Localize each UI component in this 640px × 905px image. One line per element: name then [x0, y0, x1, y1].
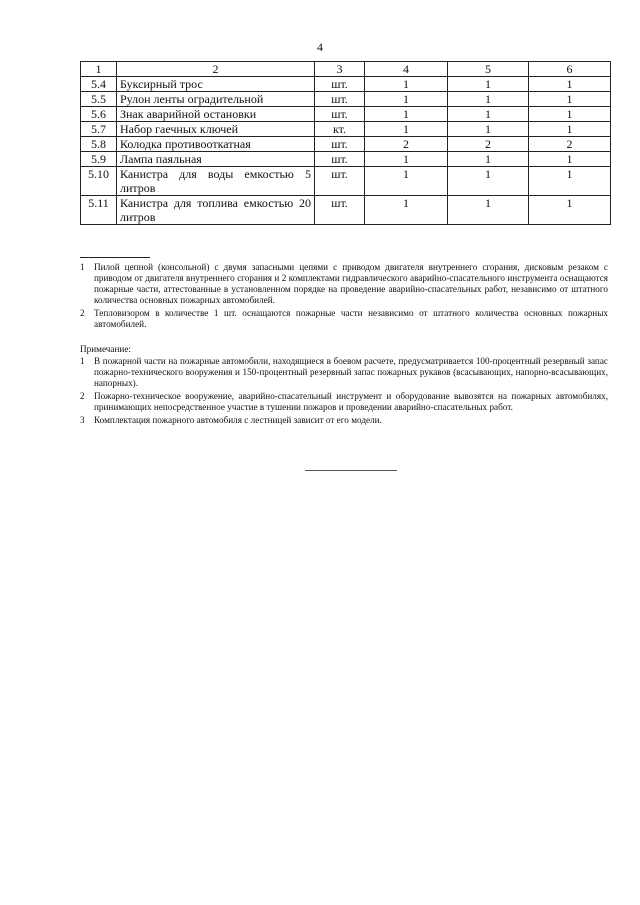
page-number: 4: [317, 40, 323, 54]
note: [80, 356, 608, 389]
value-col5: 1: [448, 152, 529, 167]
item-unit: шт.: [315, 137, 365, 152]
value-col6: 1: [529, 77, 611, 92]
item-name: Набор гаечных ключей: [117, 122, 315, 137]
note-text: Пожарно-техническое вооружение, аварийно-спасательный инструмент и оборудование вывозятся на пожарных автомобилях, принимающих непосредственное участие в тушении пожаров и проведении аварийно-спасательных работ.: [94, 391, 608, 412]
item-name: Знак аварийной остановки: [117, 107, 315, 122]
note: [80, 415, 608, 426]
footnote-text: Тепловизором в количестве 1 шт. оснащаются пожарные части независимо от штатного количества основных пожарных автомобилей.: [94, 308, 608, 329]
value-col5: 1: [448, 77, 529, 92]
column-header: 3: [315, 62, 365, 77]
table-header-row: [81, 62, 611, 77]
note-text: Комплектация пожарного автомобиля с лестницей зависит от его модели.: [94, 415, 382, 425]
equipment-table: [80, 61, 611, 225]
value-col4: 1: [365, 167, 448, 196]
row-number: 5.7: [81, 122, 117, 137]
item-name: Рулон ленты оградительной: [117, 92, 315, 107]
value-col6: 1: [529, 122, 611, 137]
footnote-number: 2: [80, 308, 85, 318]
column-header: 2: [117, 62, 315, 77]
footnote-number: 1: [80, 262, 85, 272]
item-name: Буксирный трос: [117, 77, 315, 92]
row-number: 5.6: [81, 107, 117, 122]
item-unit: шт.: [315, 152, 365, 167]
value-col5: 1: [448, 122, 529, 137]
table-row: [81, 152, 611, 167]
table-row: [81, 122, 611, 137]
table-row: [81, 167, 611, 196]
item-unit: кт.: [315, 122, 365, 137]
footnote-separator: [80, 257, 150, 258]
table-row: [81, 196, 611, 225]
column-header: 4: [365, 62, 448, 77]
column-header: 6: [529, 62, 611, 77]
item-unit: шт.: [315, 77, 365, 92]
value-col4: 1: [365, 122, 448, 137]
end-separator: [305, 470, 397, 471]
item-unit: шт.: [315, 167, 365, 196]
row-number: 5.10: [81, 167, 117, 196]
table-row: [81, 77, 611, 92]
value-col4: 2: [365, 137, 448, 152]
note: [80, 391, 608, 413]
value-col4: 1: [365, 107, 448, 122]
note-text: В пожарной части на пожарные автомобили, находящиеся в боевом расчете, предусматривается 100-процентный резервный запас пожарно-технического вооружения и 150-процентный резервный запас пожарных рукавов (всасывающих, напорно-всасывающих, напорных).: [94, 356, 608, 388]
table-row: [81, 107, 611, 122]
value-col5: 2: [448, 137, 529, 152]
value-col6: 2: [529, 137, 611, 152]
table-row: [81, 92, 611, 107]
row-number: 5.4: [81, 77, 117, 92]
footnote: [80, 262, 608, 306]
note-number: 1: [80, 356, 85, 366]
item-name: Лампа паяльная: [117, 152, 315, 167]
note-number: 2: [80, 391, 85, 401]
footnotes-section: [80, 262, 608, 428]
column-header: 5: [448, 62, 529, 77]
value-col5: 1: [448, 167, 529, 196]
value-col4: 1: [365, 92, 448, 107]
value-col5: 1: [448, 107, 529, 122]
column-header: 1: [81, 62, 117, 77]
row-number: 5.9: [81, 152, 117, 167]
row-number: 5.5: [81, 92, 117, 107]
footnote-text: Пилой цепной (консольной) с двумя запасными цепями с приводом двигателя внутреннего сгорания, дисковым резаком с приводом от двигателя внутреннего сгорания и 2 комплектами гидравлического аварийно-спасательного инструмента оснащаются пожарные части, аттестованные в установленном порядке на проведение аварийно-спасательных работ, независимо от штатного количества основных пожарных автомобилей.: [94, 262, 608, 305]
note-number: 3: [80, 415, 85, 425]
item-unit: шт.: [315, 92, 365, 107]
item-unit: шт.: [315, 196, 365, 225]
footnote: [80, 308, 608, 330]
value-col6: 1: [529, 152, 611, 167]
value-col6: 1: [529, 167, 611, 196]
value-col4: 1: [365, 77, 448, 92]
item-unit: шт.: [315, 107, 365, 122]
table-row: [81, 137, 611, 152]
item-name: Колодка противооткатная: [117, 137, 315, 152]
value-col5: 1: [448, 196, 529, 225]
value-col6: 1: [529, 92, 611, 107]
item-name: Канистра для топлива емкостью 20 литров: [117, 196, 315, 225]
notes-title: Примечание:: [80, 344, 131, 354]
value-col4: 1: [365, 196, 448, 225]
value-col5: 1: [448, 92, 529, 107]
value-col6: 1: [529, 196, 611, 225]
item-name: Канистра для воды емкостью 5 литров: [117, 167, 315, 196]
value-col4: 1: [365, 152, 448, 167]
row-number: 5.11: [81, 196, 117, 225]
row-number: 5.8: [81, 137, 117, 152]
value-col6: 1: [529, 107, 611, 122]
